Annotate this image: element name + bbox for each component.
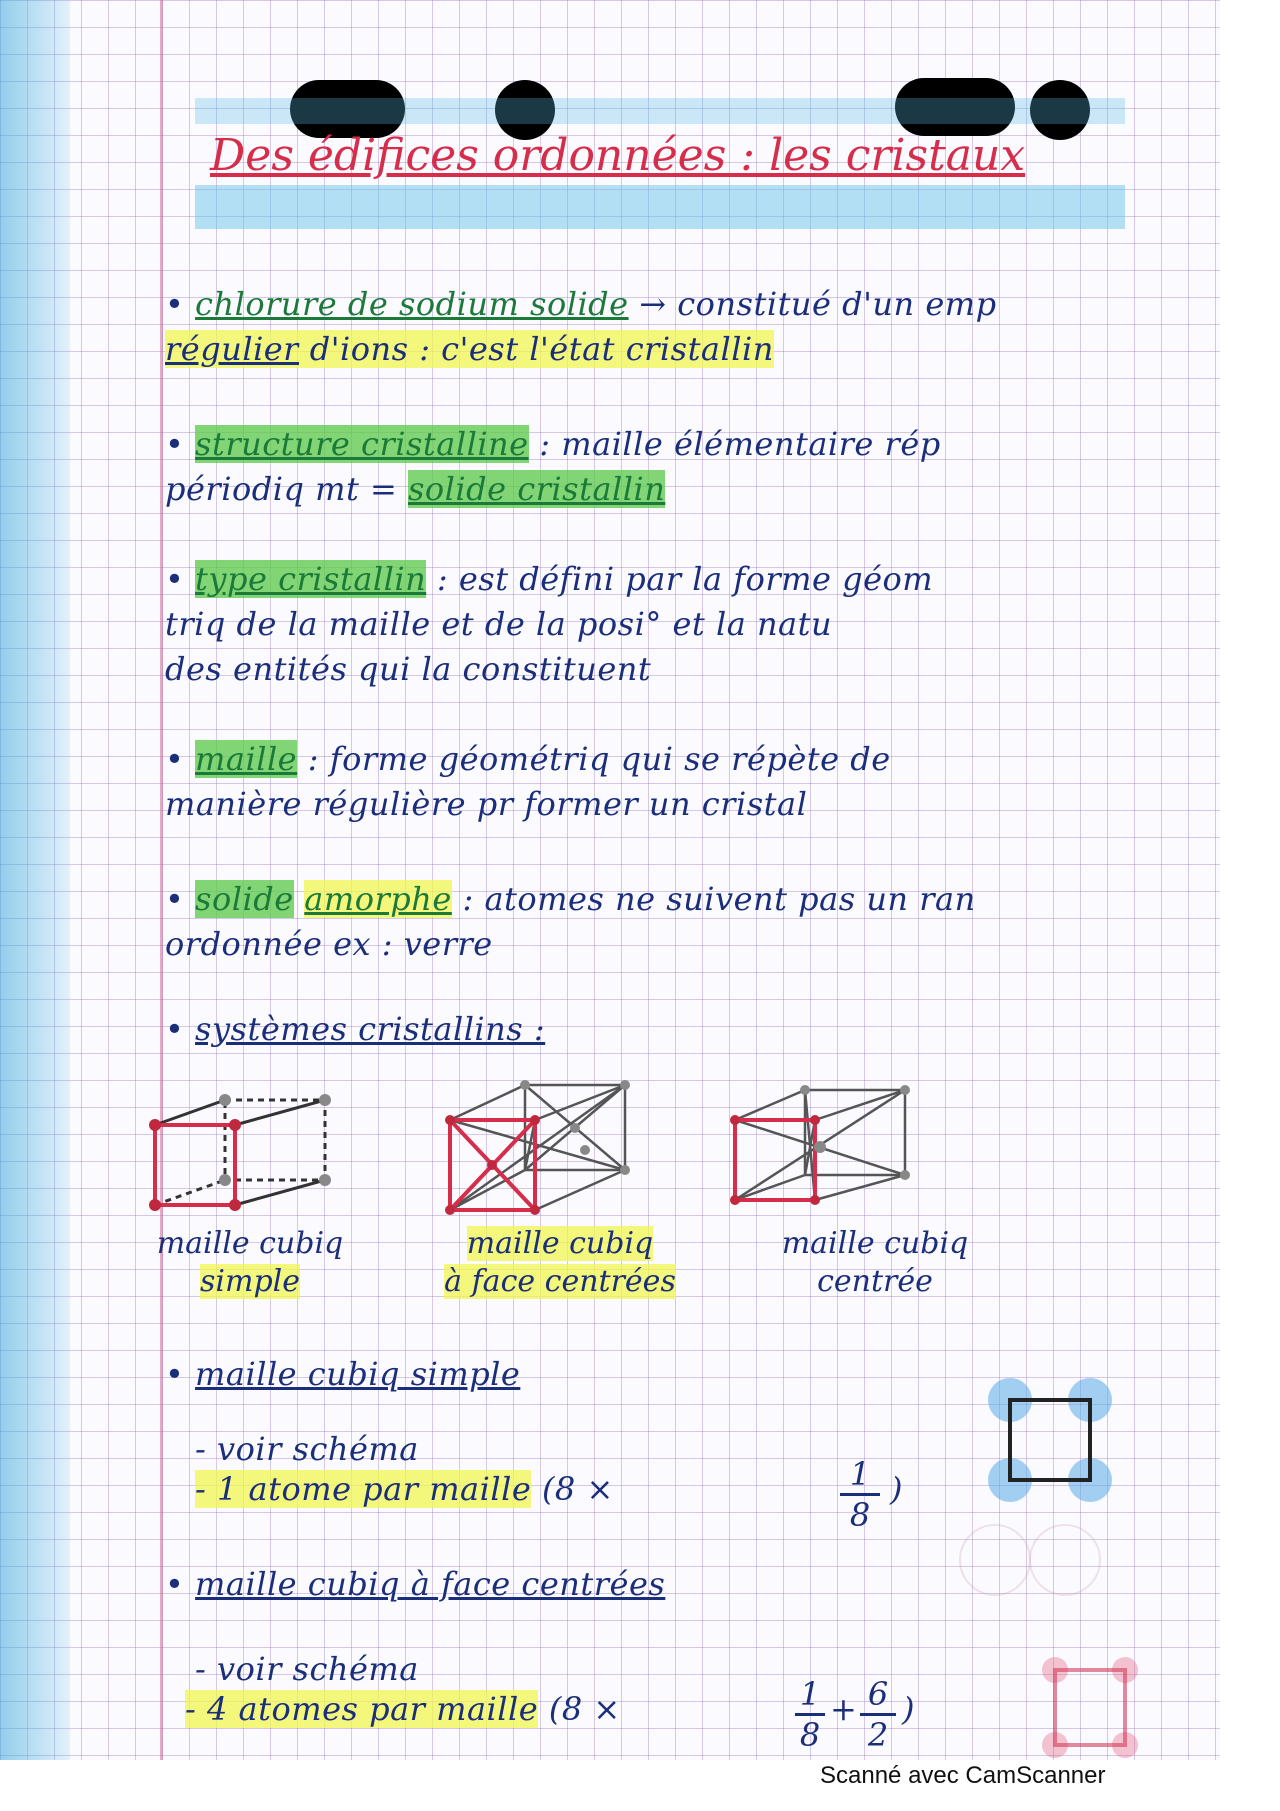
simple-cubic-diagram xyxy=(145,1080,345,1230)
note-text: d'ions : c'est l'état cristallin xyxy=(299,330,774,368)
note-highlight: régulier xyxy=(165,330,300,368)
note-term: structure cristalline xyxy=(195,425,529,463)
note-term: type cristallin xyxy=(195,560,427,598)
note-line: • chlorure de sodium solide → constitué d'un emp xyxy=(165,285,997,323)
formula-close: ) xyxy=(902,1690,915,1728)
note-text: ordonnée ex : verre xyxy=(165,925,493,963)
faded-fcc-square-icon xyxy=(1040,1655,1140,1760)
square-cell-icon xyxy=(985,1375,1115,1505)
note-term: solide xyxy=(195,880,294,918)
note-text: : est défini par la forme géom xyxy=(426,560,934,598)
note-text: : atomes ne suivent pas un ran xyxy=(451,880,976,918)
fcc-diagram xyxy=(435,1070,645,1230)
diagram-caption: maille cubiq centrée xyxy=(781,1226,969,1299)
title-highlight xyxy=(195,185,1125,229)
note-text: : forme géométriq qui se répète de xyxy=(297,740,891,778)
diagram-caption: maille cubiq simple xyxy=(156,1226,344,1299)
note-term: amorphe xyxy=(304,880,452,918)
note-line: • type cristallin : est défini par la forme géom xyxy=(165,560,934,598)
note-term: maille xyxy=(195,740,298,778)
plus-sign: + xyxy=(830,1690,858,1728)
note-text: → constitué d'un emp xyxy=(628,285,997,323)
list-item: - voir schéma xyxy=(195,1650,419,1688)
scanner-watermark: Scanné avec CamScanner xyxy=(820,1762,1106,1789)
section-heading: • maille cubiq à face centrées xyxy=(165,1565,666,1603)
note-line xyxy=(165,785,807,823)
note-text: manière régulière pr former un cristal xyxy=(165,785,808,823)
note-text: périodiq mt = xyxy=(165,470,408,508)
note-term: chlorure de sodium solide xyxy=(195,285,629,323)
note-line xyxy=(165,330,774,368)
fraction: $\frac{1}{8}$ xyxy=(840,1455,880,1534)
page-title: Des édifices ordonnées : les cristaux xyxy=(210,130,1026,181)
faded-circles-icon xyxy=(955,1510,1105,1620)
note-line xyxy=(165,650,651,688)
note-text: triq de la maille et de la posi° et la natu xyxy=(165,605,833,643)
note-line: • maille : forme géométriq qui se répète de xyxy=(165,740,891,778)
note-line: • solide amorphe : atomes ne suivent pas un ran xyxy=(165,880,976,918)
note-line xyxy=(165,470,665,508)
title-highlight-top xyxy=(195,98,1125,124)
fraction: $\frac{6}{2}$ xyxy=(860,1675,896,1754)
section-heading: systèmes cristallins : xyxy=(195,1010,546,1048)
bcc-diagram xyxy=(725,1075,925,1225)
note-term: solide cristallin xyxy=(407,470,666,508)
note-text: des entités qui la constituent xyxy=(165,650,652,688)
list-item: - 1 atome par maille (8 × xyxy=(195,1470,614,1508)
list-item: - 4 atomes par maille (8 × xyxy=(185,1690,621,1728)
blue-page-edge xyxy=(0,0,70,1760)
note-line: • structure cristalline : maille élémentaire rép xyxy=(165,425,941,463)
note-line xyxy=(165,925,493,963)
note-text: : maille élémentaire rép xyxy=(528,425,941,463)
note-line: • systèmes cristallins : xyxy=(165,1010,546,1048)
margin-line xyxy=(160,0,163,1760)
fraction: $\frac{1}{8}$ xyxy=(795,1675,825,1754)
diagram-caption: maille cubiq à face centrées xyxy=(444,1226,676,1299)
note-line xyxy=(165,605,832,643)
formula-close: ) xyxy=(890,1470,903,1508)
section-heading: • maille cubiq simple xyxy=(165,1355,521,1393)
list-item: - voir schéma xyxy=(195,1430,419,1468)
